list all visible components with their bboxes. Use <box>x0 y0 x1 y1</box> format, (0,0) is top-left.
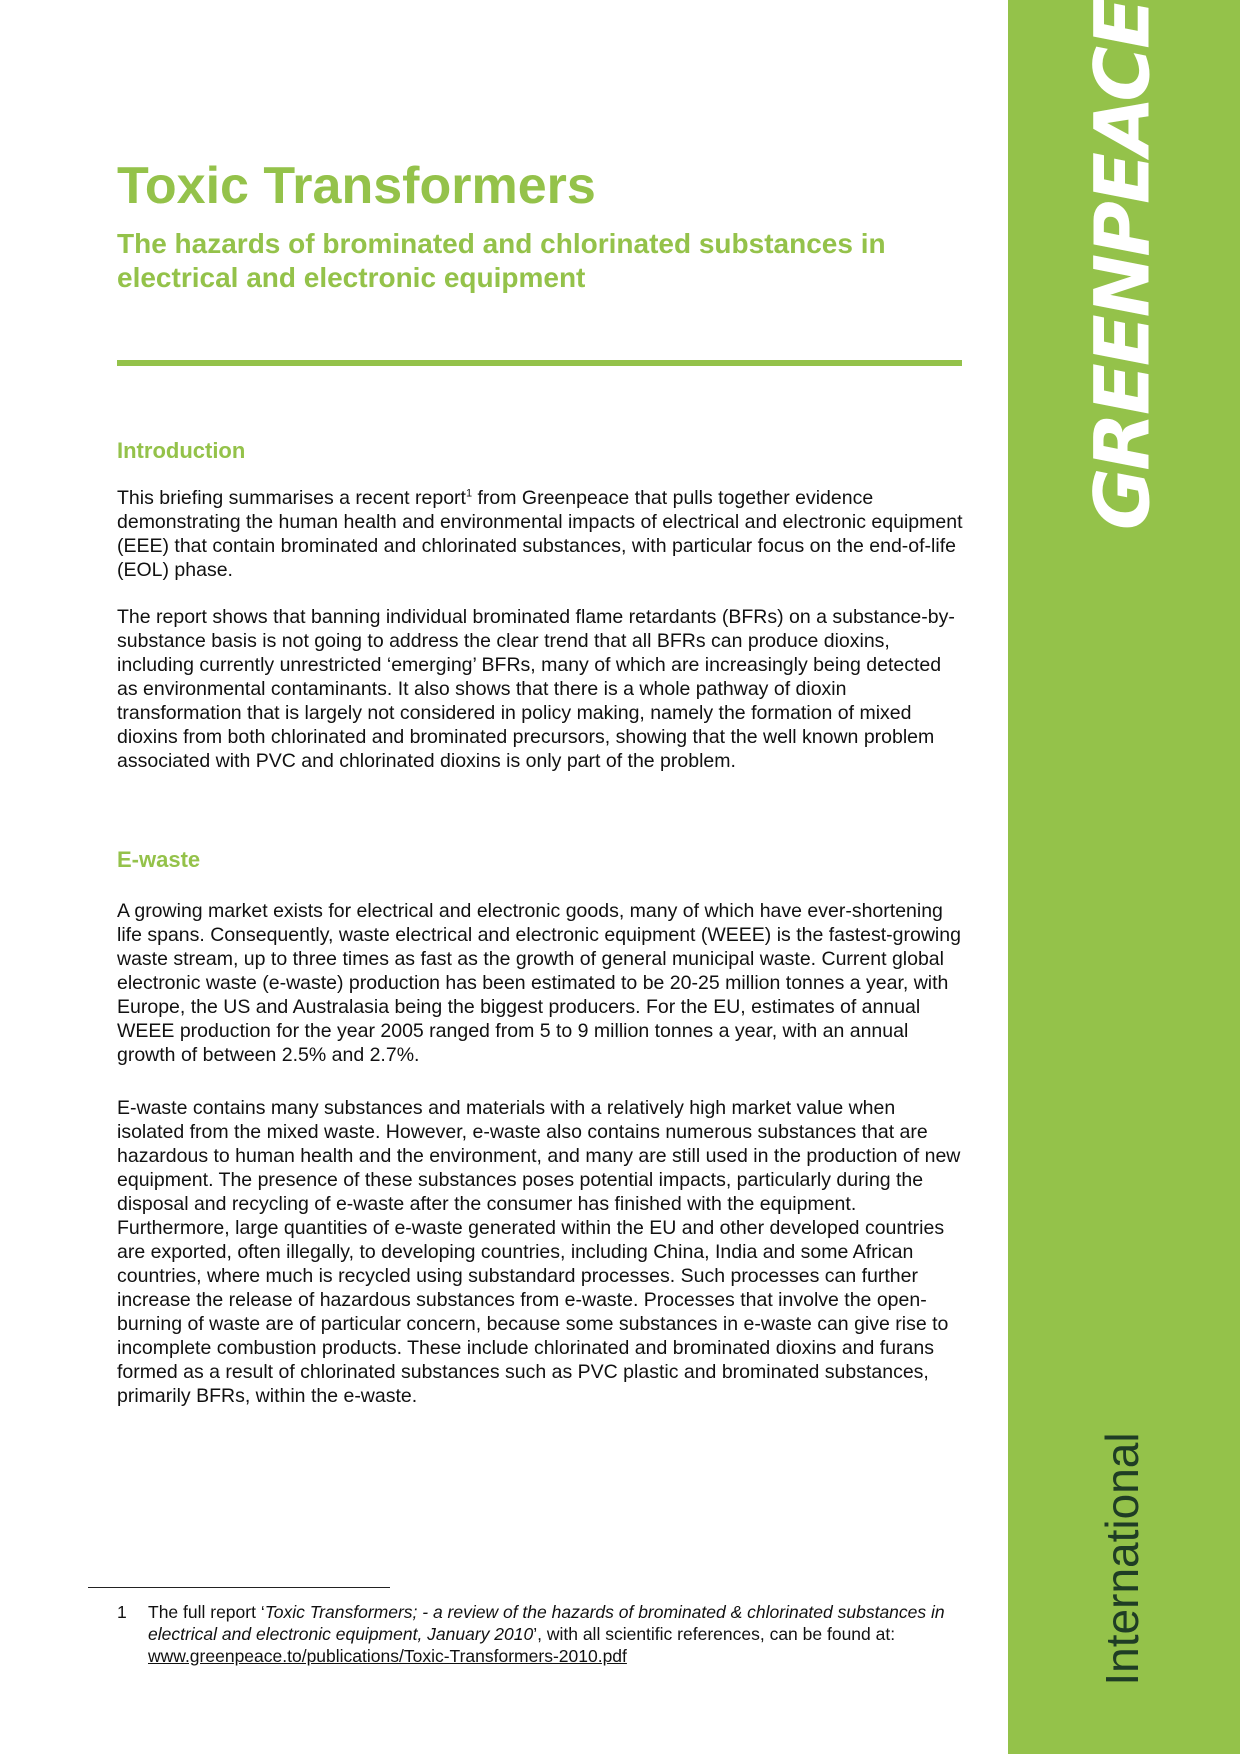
document-title: Toxic Transformers <box>117 157 596 215</box>
greenpeace-logo: GREENPEACE <box>1077 0 1167 531</box>
region-label: International <box>1096 1432 1148 1686</box>
ewaste-heading: E-waste <box>117 847 201 872</box>
ewaste-paragraph-1: A growing market exists for electrical and electronic goods, many of which have ever-shortening life spans. Consequently, waste electrical and electronic equipment (WEEE) is the fastest-growing waste stream, up to three times as fast as the growth of general municipal waste. Current global electronic waste (e-waste) production has been estimated to be 20-25 million tonnes a year, with Europe, the US and Australasia being the biggest producers. For the EU, estimates of annual WEEE production for the year 2005 ranged from 5 to 9 million tonnes a year, with an annual growth of between 2.5% and 2.7%. <box>117 900 961 1066</box>
ewaste-paragraph-2: E-waste contains many substances and materials with a relatively high market value when isolated from the mixed waste. However, e-waste also contains numerous substances that are hazardous to human health and the environment, and many are still used in the production of new equipment. The presence of these substances poses potential impacts, particularly during the disposal and recycling of e-waste after the consumer has finished with the equipment. Furthermore, large quantities of e-waste generated within the EU and other developed countries are exported, often illegally, to developing countries, including China, India and some African countries, where much is recycled using substandard processes. Such processes can further increase the release of hazardous substances from e-waste. Processes that involve the open-burning of waste are of particular concern, because some substances in e-waste can give rise to incomplete combustion products. These include chlorinated and brominated dioxins and furans formed as a result of chlorinated substances such as PVC plastic and brominated substances, primarily BFRs, within the e-waste. <box>117 1097 961 1407</box>
footnote-divider <box>88 1587 390 1588</box>
footnote-number: 1 <box>117 1602 127 1622</box>
document-subtitle: The hazards of brominated and chlorinated substances in electrical and electronic equipment <box>117 228 886 293</box>
title-divider <box>117 360 962 366</box>
introduction-heading: Introduction <box>117 438 246 463</box>
footnote-reference[interactable]: 1 <box>465 487 473 500</box>
footnote-text: The full report ‘Toxic Transformers; - a review of the hazards of brominated & chlorinated substances in electrical and electronic equipment, January 2010’, with all scientific references, can be found at: www.greenpeace.to/publications/Toxic-Transformers-2010.pdf <box>148 1602 945 1666</box>
footnote-report-title: Toxic Transformers; - a review of the hazards of brominated & chlorinated substances in electrical and electronic equipment, January 2010 <box>148 1602 945 1644</box>
introduction-paragraph-2: The report shows that banning individual brominated flame retardants (BFRs) on a substance-by-substance basis is not going to address the clear trend that all BFRs can produce dioxins, including currently unrestricted ‘emerging’ BFRs, many of which are increasingly being detected as environmental contaminants. It also shows that there is a whole pathway of dioxin transformation that is largely not considered in policy making, namely the formation of mixed dioxins from both chlorinated and brominated precursors, showing that the well known problem associated with PVC and chlorinated dioxins is only part of the problem. <box>117 606 955 772</box>
report-link[interactable]: www.greenpeace.to/publications/Toxic-Transformers-2010.pdf <box>148 1646 627 1666</box>
introduction-paragraph-1: This briefing summarises a recent report$^1$ from Greenpeace that pulls together evidence demonstrating the human health and environmental impacts of electrical and electronic equipment (EEE) that contain brominated and chlorinated substances, with particular focus on the end-of-life (EOL) phase. <box>117 487 963 581</box>
